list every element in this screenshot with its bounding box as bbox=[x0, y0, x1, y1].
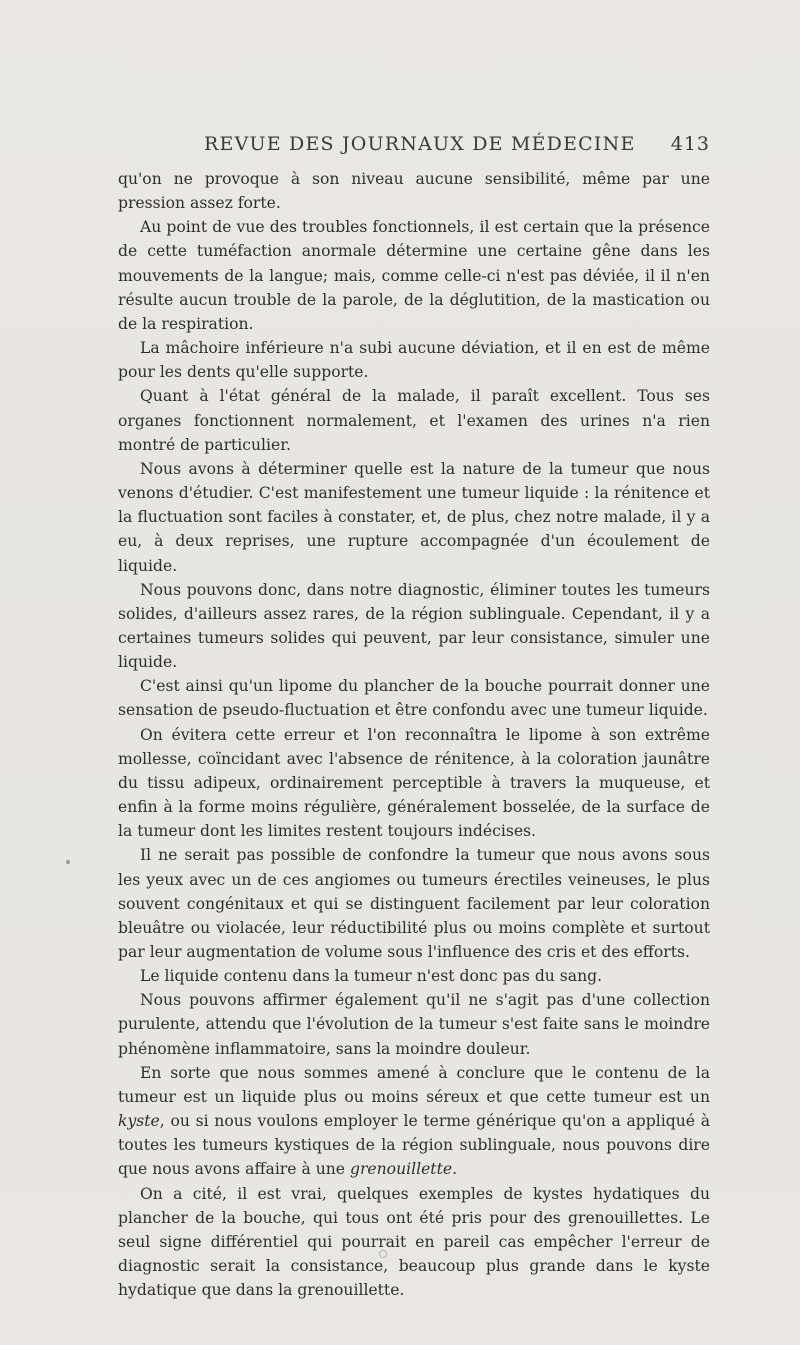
paragraph bbox=[118, 1061, 710, 1182]
paper-speck bbox=[66, 860, 70, 864]
body-text bbox=[118, 167, 710, 1302]
paper-speck bbox=[379, 1250, 387, 1258]
paragraph: qu'on ne provoque à son niveau aucune sensibilité, même par une pression assez forte. bbox=[118, 170, 710, 213]
paragraph: Il ne serait pas possible de confondre la tumeur que nous avons sous les yeux avec un de ces angiomes ou tumeurs érectiles veineuses, le plus souvent congénitaux et qui se distinguent facilement par leur coloration bleuâtre ou violacée, leur réductibilité plus ou moins complète et surtout par leur augmentation de volume sous l'influence des cris et des efforts. bbox=[118, 846, 710, 961]
paragraph: Au point de vue des troubles fonctionnels, il est certain que la présence de cette tuméfaction anormale détermine une certaine gêne dans les mouvements de la langue; mais, comme celle-ci n'est pas déviée, il il n'en résulte aucun trouble de la parole, de la déglutition, de la mastication ou de la respiration. bbox=[118, 218, 710, 333]
paragraph: Nous avons à déterminer quelle est la nature de la tumeur que nous venons d'étudier. C'est manifestement une tumeur liquide : la rénitence et la fluctuation sont faciles à constater, et, de plus, chez notre malade, il y a eu, à deux reprises, une rupture accompagnée d'un écoulement de liquide. bbox=[118, 459, 710, 575]
paragraph: C'est ainsi qu'un lipome du plancher de la bouche pourrait donner une sensation de pseudo-fluctuation et être confondu avec une tumeur liquide. bbox=[118, 677, 710, 720]
running-head bbox=[118, 133, 710, 161]
paragraph: La mâchoire inférieure n'a subi aucune déviation, et il en est de même pour les dents qu'elle supporte. bbox=[118, 339, 710, 382]
paragraph: On évitera cette erreur et l'on reconnaîtra le lipome à son extrême mollesse, coïncidant avec l'absence de rénitence, à la coloration jaunâtre du tissu adipeux, ordinairement perceptible à travers la muqueuse, et enfin à la forme moins régulière, généralement bosselée, de la surface de la tumeur dont les limites restent toujours indécises. bbox=[118, 725, 710, 841]
paragraph: Le liquide contenu dans la tumeur n'est donc pas du sang. bbox=[140, 967, 603, 986]
paragraph: On a cité, il est vrai, quelques exemples de kystes hydatiques du plancher de la bouche, qui tous ont été pris pour des grenouillettes. Le seul signe différentiel qui pourrait en pareil cas empêcher l'erreur de diagnostic serait la consistance, beaucoup plus grande dans le kyste hydatique que dans la grenouillette. bbox=[118, 1184, 710, 1300]
paragraph-text: En sorte que nous sommes amené à conclure que le contenu de la tumeur est un liquide plus ou moins séreux et que cette tumeur est un bbox=[118, 1063, 710, 1106]
italic-term: grenouillette bbox=[349, 1160, 453, 1179]
paragraph: Quant à l'état général de la malade, il paraît excellent. Tous ses organes fonctionnent normalement, et l'examen des urines n'a rien montré de particulier. bbox=[118, 387, 710, 454]
paragraph: Nous pouvons donc, dans notre diagnostic, éliminer toutes les tumeurs solides, d'ailleurs assez rares, de la région sublinguale. Cependant, il y a certaines tumeurs solides qui peuvent, par leur consistance, simuler une liquide. bbox=[118, 580, 710, 672]
page-number: 413 bbox=[670, 133, 710, 155]
italic-term: kyste bbox=[118, 1112, 160, 1131]
paragraph-text: , ou si nous voulons employer le terme générique qu'on a appliqué à toutes les tumeurs kystiques de la région sublinguale, nous pouvons dire que nous avons affaire à une bbox=[118, 1112, 710, 1179]
paragraph-text: . bbox=[452, 1160, 458, 1179]
paragraph: Nous pouvons affirmer également qu'il ne s'agit pas d'une collection purulente, attendu que l'évolution de la tumeur s'est faite sans le moindre phénomène inflammatoire, sans la moindre douleur. bbox=[118, 991, 710, 1058]
running-title: REVUE DES JOURNAUX DE MÉDECINE bbox=[204, 133, 636, 155]
